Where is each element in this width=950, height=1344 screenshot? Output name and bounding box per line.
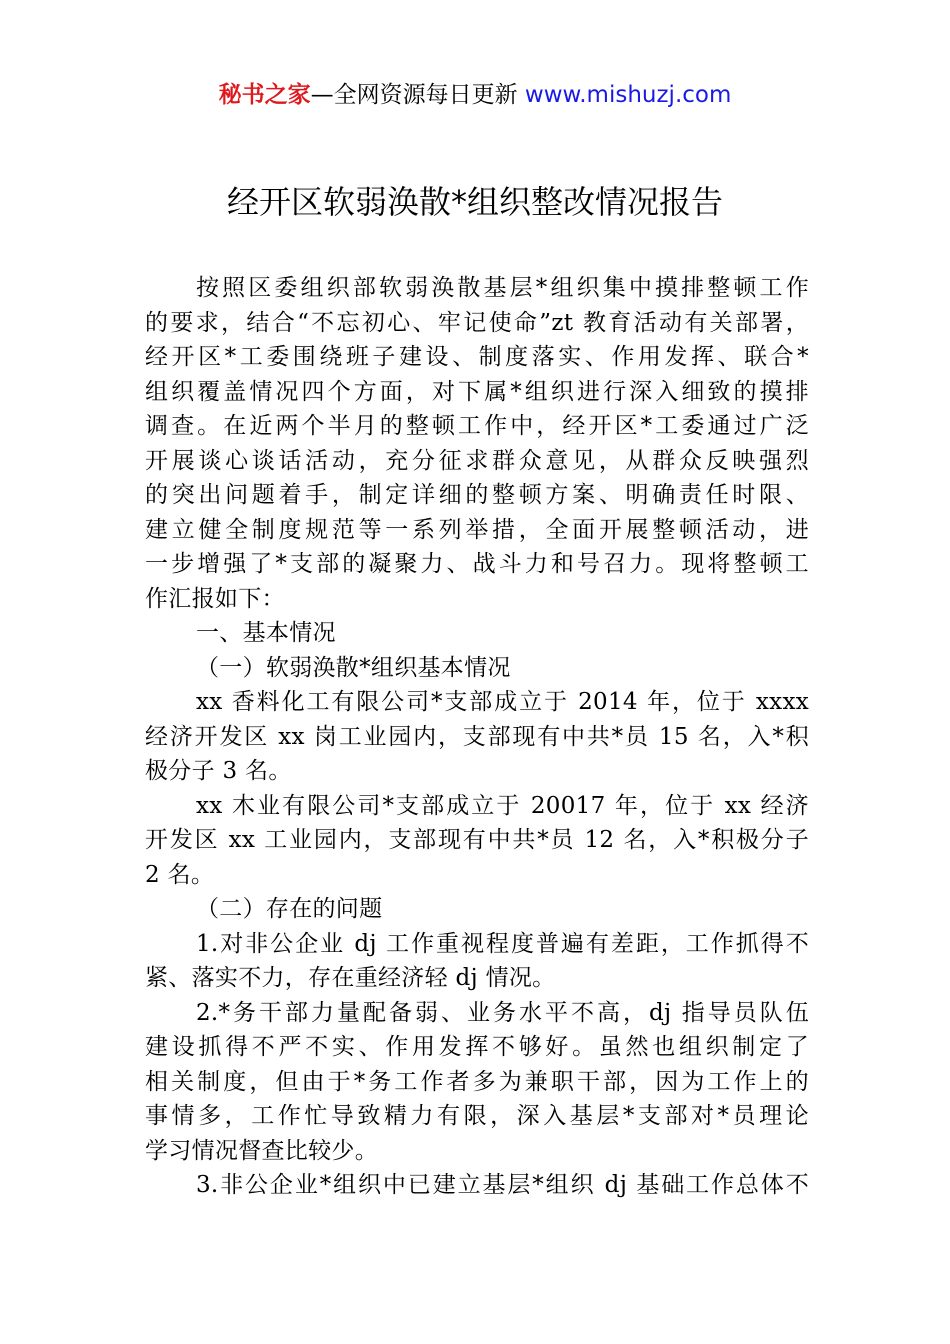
text-line: 的要求，结合“不忘初心、牢记使命”zt 教育活动有关部署， [145,309,809,336]
text-line: 3.非公企业*组织中已建立基层*组织 dj 基础工作总体不 [196,1172,809,1198]
section-heading: 一、基本情况 [196,620,336,646]
document-body [145,271,809,1203]
subsection-heading: （一）软弱涣散*组织基本情况 [196,654,511,681]
text-line: 开发区 xx 工业园内，支部现有中共*员 12 名，入*积极分子 [145,827,809,853]
text-line: 紧、落实不力，存在重经济轻 dj 情况。 [145,965,556,991]
text-line: 相关制度，但由于*务工作者多为兼职干部，因为工作上的 [145,1068,809,1095]
text-line: 2.*务干部力量配备弱、业务水平不高，dj 指导员队伍 [196,999,809,1026]
text-line: 一步增强了*支部的凝聚力、战斗力和号召力。现将整顿工 [145,551,809,577]
text-line: 事情多，工作忙导致精力有限，深入基层*支部对*员理论 [145,1103,809,1129]
text-line: 经济开发区 xx 岗工业园内，支部现有中共*员 15 名，入*积 [145,723,809,750]
text-line: 2 名。 [145,861,215,888]
subsection-heading: （二）存在的问题 [196,896,383,922]
document-title: 经开区软弱涣散*组织整改情况报告 [226,183,723,221]
text-line: 作汇报如下： [145,585,285,612]
text-line: 开展谈心谈话活动，充分征求群众意见，从群众反映强烈 [145,447,809,474]
site-header [0,80,950,110]
text-line: xx 木业有限公司*支部成立于 20017 年，位于 xx 经济 [196,792,809,819]
text-line: 学习情况督查比较少。 [145,1137,378,1164]
text-line: 建设抓得不严不实、作用发挥不够好。虽然也组织制定了 [145,1034,809,1060]
brand-name: 秘书之家 [218,82,311,108]
text-line: 1.对非公企业 dj 工作重视程度普遍有差距，工作抓得不 [196,930,809,957]
header-tagline: —全网资源每日更新 [310,82,518,108]
text-line: 经开区*工委围绕班子建设、制度落实、作用发挥、联合* [145,344,809,370]
text-line: xx 香料化工有限公司*支部成立于 2014 年，位于 xxxx [196,689,809,715]
text-line: 极分子 3 名。 [145,758,292,784]
site-url: www.mishuzj.com [517,82,732,108]
text-line: 建立健全制度规范等一系列举措，全面开展整顿活动，进 [145,516,809,543]
text-line: 调查。在近两个半月的整顿工作中，经开区*工委通过广泛 [145,413,809,439]
text-line: 组织覆盖情况四个方面，对下属*组织进行深入细致的摸排 [145,378,809,405]
text-line: 按照区委组织部软弱涣散基层*组织集中摸排整顿工作 [196,275,809,301]
text-line: 的突出问题着手，制定详细的整顿方案、明确责任时限、 [145,482,809,508]
